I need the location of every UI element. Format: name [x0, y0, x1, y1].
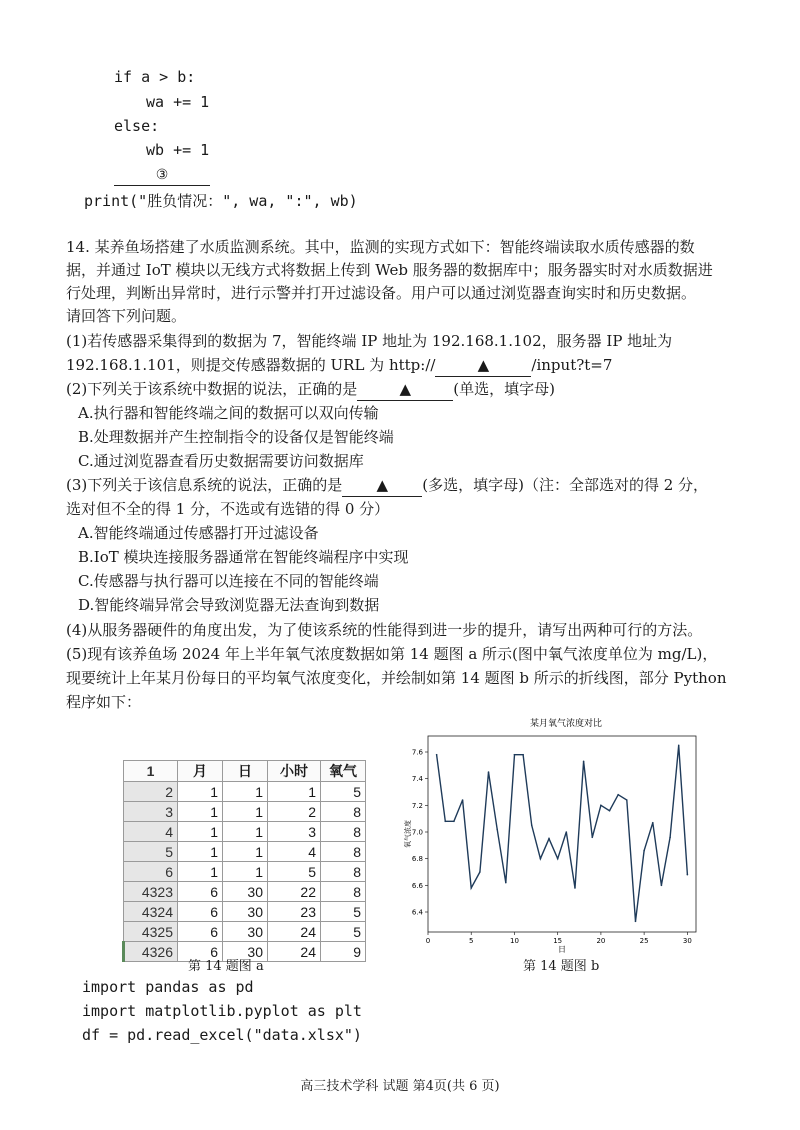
data-point — [479, 871, 481, 873]
page-footer: 高三技术学科 试题 第4页(共 6 页) — [300, 1079, 500, 1094]
table-cell: 30 — [223, 882, 268, 902]
table-row — [124, 782, 366, 802]
figure-b-caption: 第 14 题图 b — [523, 959, 600, 974]
data-point — [488, 771, 490, 773]
data-point — [514, 754, 516, 756]
y-tick-label: 6.8 — [411, 855, 423, 864]
data-point — [557, 858, 559, 860]
table-cell: 8 — [321, 802, 366, 822]
q14-intro-line3: 行处理，判断出异常时，进行示警并打开过滤设备。用户可以通过浏览器查询实时和历史数据。 — [66, 284, 697, 302]
data-point — [626, 799, 628, 801]
q14-p5-line1: (5)现有该养鱼场 2024 年上半年氧气浓度数据如第 14 题图 a 所示(图中氧气浓度单位为 mg/L)， — [66, 645, 718, 663]
y-tick-label: 6.6 — [411, 881, 423, 890]
x-tick-label: 10 — [509, 937, 519, 945]
data-point — [609, 810, 611, 812]
data-point — [540, 858, 542, 860]
table-cell: 30 — [223, 922, 268, 942]
table-cell: 23 — [268, 902, 321, 922]
q14-p3-stem — [66, 474, 708, 497]
data-point — [453, 821, 455, 823]
table-header-cell: 1 — [124, 761, 178, 782]
table-cell: 1 — [178, 842, 223, 862]
table-cell: 5 — [321, 922, 366, 942]
table-cell: 1 — [268, 782, 321, 802]
code-line-else: else: — [114, 117, 160, 135]
table-row — [124, 862, 366, 882]
q14-intro-line4: 请回答下列问题。 — [66, 307, 187, 325]
q14-p3-stem-a: (3)下列关于该信息系统的说法，正确的是 — [66, 476, 343, 494]
table-cell: 1 — [178, 822, 223, 842]
table-cell: 24 — [268, 942, 321, 962]
q14-p2-stem-a: (2)下列关于该系统中数据的说法，正确的是 — [66, 380, 358, 398]
q14-p3-option-a: A.智能终端通过传感器打开过滤设备 — [78, 524, 319, 542]
data-point — [522, 754, 524, 756]
data-table — [122, 760, 366, 962]
table-cell: 8 — [321, 882, 366, 902]
data-point — [687, 874, 689, 876]
q14-p3-option-b: B.IoT 模块连接服务器通常在智能终端程序中实现 — [78, 548, 409, 566]
table-cell: 2 — [124, 782, 178, 802]
code-import-pandas: import pandas as pd — [82, 978, 254, 996]
table-cell: 4325 — [124, 922, 178, 942]
q14-p5-line2: 现要统计上年某月份每日的平均氧气浓度变化，并绘制如第 14 题图 b 所示的折线图，部分 Python — [66, 669, 727, 687]
table-cell: 4323 — [124, 882, 178, 902]
table-cell: 8 — [321, 822, 366, 842]
table-row — [124, 882, 366, 902]
table-row — [124, 842, 366, 862]
q14-p4: (4)从服务器硬件的角度出发，为了使该系统的性能得到进一步的提升，请写出两种可行的方法。 — [66, 621, 703, 639]
table-cell: 24 — [268, 922, 321, 942]
table-header-cell: 日 — [223, 761, 268, 782]
table-header-cell: 月 — [178, 761, 223, 782]
table-cell: 4326 — [124, 942, 178, 962]
q14-p3-answer-blank: ▲ — [342, 474, 422, 497]
data-point — [496, 829, 498, 831]
table-cell: 3 — [268, 822, 321, 842]
y-tick-label: 7.6 — [411, 748, 423, 757]
table-cell: 4 — [124, 822, 178, 842]
table-cell: 5 — [321, 902, 366, 922]
q14-p1-line2 — [66, 354, 612, 377]
data-point — [574, 887, 576, 889]
table-row — [124, 822, 366, 842]
x-tick-label: 25 — [639, 937, 649, 945]
q14-p2-option-b: B.处理数据并产生控制指令的设备仅是智能终端 — [78, 428, 394, 446]
data-point — [505, 882, 507, 884]
table-header-cell: 氧气 — [321, 761, 366, 782]
table-row — [124, 802, 366, 822]
q14-p3-stem-note: 选对但不全的得 1 分，不选或有选错的得 0 分） — [66, 500, 390, 518]
table-cell: 9 — [321, 942, 366, 962]
series-line — [437, 745, 688, 921]
table-cell: 1 — [223, 822, 268, 842]
x-tick-label: 0 — [425, 937, 431, 945]
q14-p2-stem — [66, 378, 555, 401]
table-row — [124, 902, 366, 922]
y-tick-label: 7.2 — [411, 801, 423, 810]
x-tick-label: 5 — [468, 937, 474, 945]
data-point — [531, 825, 533, 827]
q14-p5-line3: 程序如下： — [66, 693, 142, 711]
q14-p3-option-c: C.传感器与执行器可以连接在不同的智能终端 — [78, 572, 379, 590]
q14-intro-line1: 14. 某养鱼场搭建了水质监测系统。其中，监测的实现方式如下：智能终端读取水质传感器的数 — [66, 238, 695, 256]
table-cell: 4324 — [124, 902, 178, 922]
y-axis-label: 氧气浓度 — [404, 820, 412, 848]
q14-p2-option-a: A.执行器和智能终端之间的数据可以双向传输 — [78, 404, 379, 422]
code-line-wa: wa += 1 — [146, 93, 210, 111]
code-blank-3: ③ — [114, 165, 210, 186]
table-cell: 1 — [223, 842, 268, 862]
data-point — [470, 887, 472, 889]
table-cell: 5 — [268, 862, 321, 882]
data-point — [617, 794, 619, 796]
table-cell: 6 — [124, 862, 178, 882]
code-import-matplotlib: import matplotlib.pyplot as plt — [82, 1002, 362, 1020]
table-cell: 5 — [124, 842, 178, 862]
data-point — [669, 837, 671, 839]
table-cell: 2 — [268, 802, 321, 822]
data-point — [444, 821, 446, 823]
figure-a-table — [122, 760, 366, 962]
x-tick-label: 30 — [682, 937, 692, 945]
table-cell: 6 — [178, 922, 223, 942]
q14-intro-line2: 据，并通过 IoT 模块以无线方式将数据上传到 Web 服务器的数据库中；服务器实时对水质数据进 — [66, 261, 713, 279]
table-cell: 1 — [223, 782, 268, 802]
data-point — [591, 837, 593, 839]
table-cell: 5 — [321, 782, 366, 802]
table-cell: 1 — [223, 802, 268, 822]
table-cell: 6 — [178, 942, 223, 962]
data-point — [652, 822, 654, 824]
table-cell: 8 — [321, 842, 366, 862]
table-cell: 8 — [321, 862, 366, 882]
q14-p2-stem-b: (单选，填字母) — [453, 380, 555, 398]
code-line-wb: wb += 1 — [146, 141, 210, 159]
table-cell: 6 — [178, 882, 223, 902]
table-cell: 22 — [268, 882, 321, 902]
q14-p2-option-c: C.通过浏览器查看历史数据需要访问数据库 — [78, 452, 364, 470]
y-tick-label: 7.4 — [411, 775, 423, 784]
table-row — [124, 922, 366, 942]
table-cell: 1 — [223, 862, 268, 882]
table-cell: 1 — [178, 802, 223, 822]
y-tick-label: 6.4 — [411, 908, 423, 917]
q14-p2-answer-blank: ▲ — [357, 378, 453, 401]
q14-p1-line1: (1)若传感器采集得到的数据为 7，智能终端 IP 地址为 192.168.1.102，服务器 IP 地址为 — [66, 332, 673, 350]
x-tick-label: 20 — [596, 937, 606, 945]
data-point — [600, 805, 602, 807]
chart-title: 某月氧气浓度对比 — [529, 719, 603, 729]
y-tick-label: 7.0 — [411, 828, 423, 837]
q14-p3-option-d: D.智能终端异常会导致浏览器无法查询到数据 — [78, 596, 380, 614]
figure-a-caption: 第 14 题图 a — [188, 959, 264, 974]
figure-b-chart — [400, 710, 700, 956]
table-cell: 3 — [124, 802, 178, 822]
data-point — [678, 745, 680, 747]
table-cell: 4 — [268, 842, 321, 862]
code-line-if: if a > b: — [114, 68, 196, 86]
q14-p3-stem-b: (多选，填字母)（注：全部选对的得 2 分， — [422, 476, 709, 494]
q14-p1-text-a: 192.168.1.101，则提交传感器数据的 URL 为 http:// — [66, 356, 436, 374]
data-point — [436, 754, 438, 756]
data-point — [462, 799, 464, 801]
table-cell: 1 — [178, 862, 223, 882]
data-point — [583, 761, 585, 763]
plot-frame — [428, 736, 696, 932]
data-point — [643, 850, 645, 852]
x-axis-label: 日 — [558, 945, 566, 954]
data-point — [661, 885, 663, 887]
table-header-cell: 小时 — [268, 761, 321, 782]
q14-p1-text-b: /input?t=7 — [531, 356, 613, 374]
data-point — [635, 921, 637, 923]
data-point — [548, 838, 550, 840]
code-line-print: print("胜负情况：", wa, ":", wb) — [84, 192, 358, 210]
table-cell: 30 — [223, 902, 268, 922]
code-read-excel: df = pd.read_excel("data.xlsx") — [82, 1026, 362, 1044]
data-point — [566, 831, 568, 833]
table-cell: 6 — [178, 902, 223, 922]
table-cell: 1 — [178, 782, 223, 802]
table-header-row — [124, 761, 366, 782]
x-tick-label: 15 — [553, 937, 563, 945]
table-cell: 30 — [223, 942, 268, 962]
q14-p1-answer-blank: ▲ — [435, 354, 531, 377]
